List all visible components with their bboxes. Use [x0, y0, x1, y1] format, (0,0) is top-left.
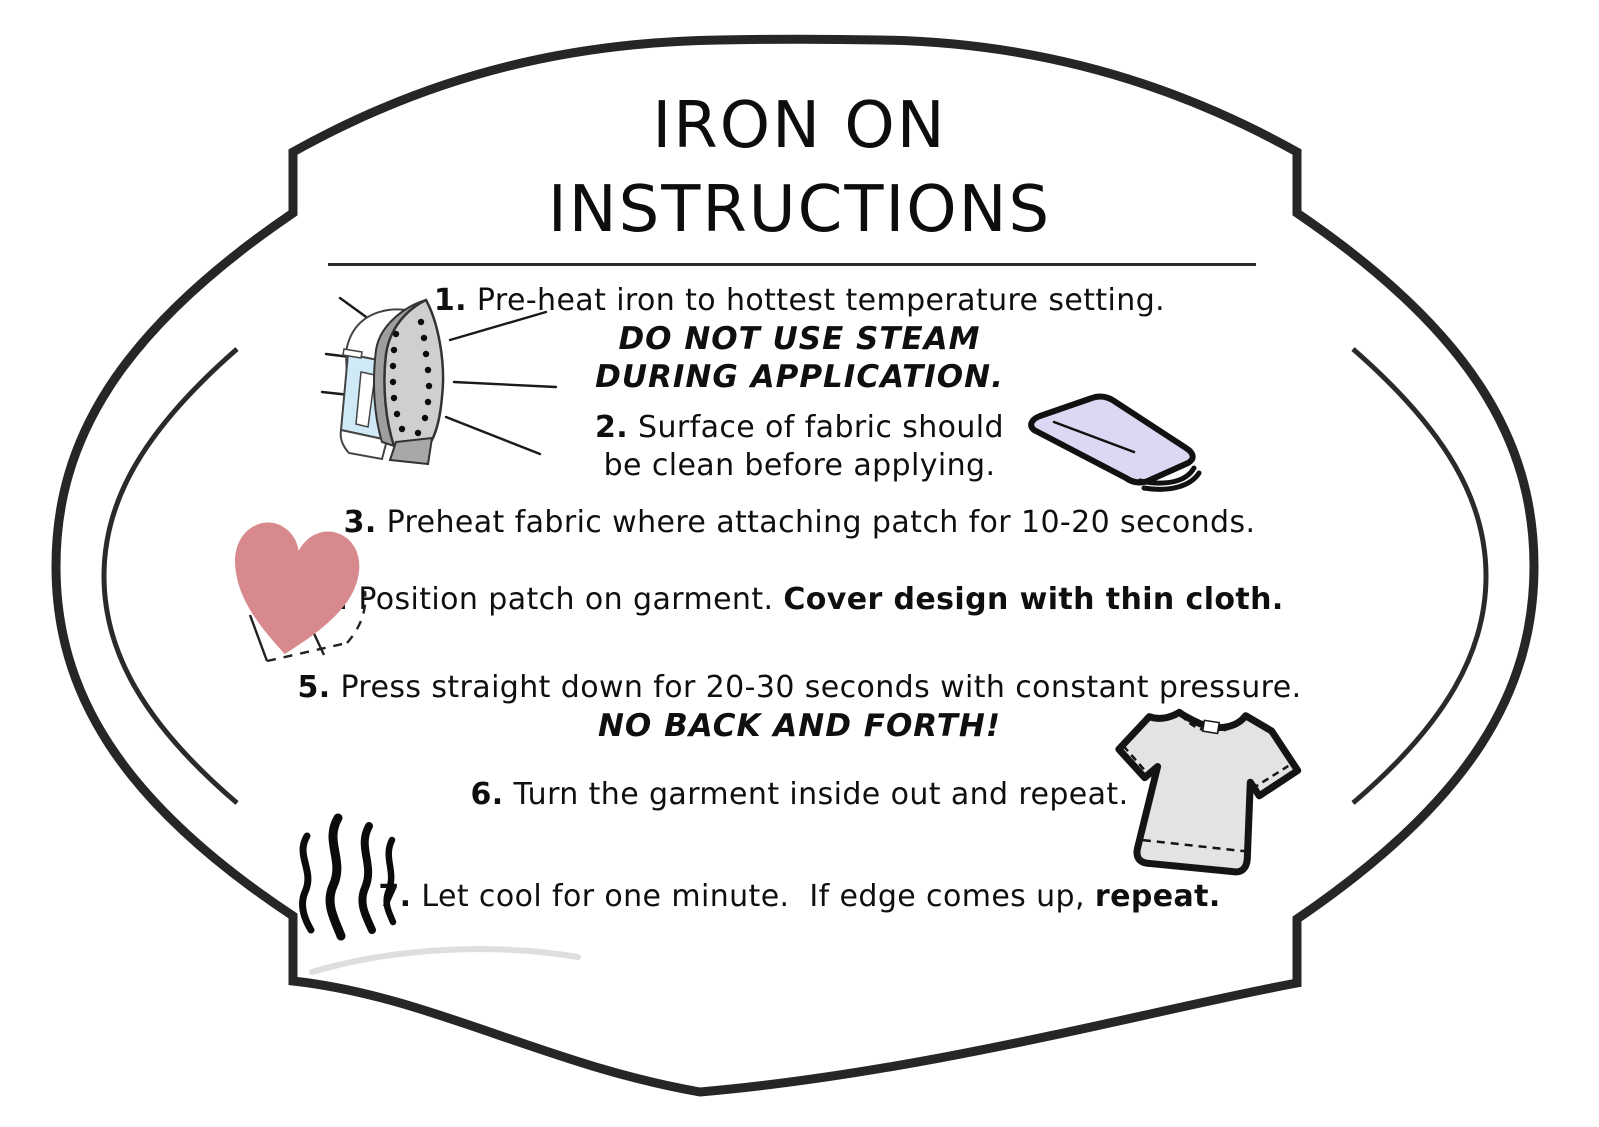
step-7-number: 7. [378, 879, 412, 914]
step-6-number: 6. [470, 777, 504, 812]
page-title-line2: INSTRUCTIONS [547, 173, 1052, 247]
step-1 [0, 282, 1599, 320]
step-7-bold-text: repeat. [1094, 879, 1221, 914]
step-7 [0, 878, 1599, 916]
step-2-text-line2: be clean before applying. [603, 448, 996, 483]
step-1-warning-line2: DURING APPLICATION. [595, 359, 1004, 395]
step-6 [0, 776, 1599, 814]
step-3-text: Preheat fabric where attaching patch for 10-20 seconds. [376, 505, 1256, 540]
step-6-text: Turn the garment inside out and repeat. [503, 777, 1129, 812]
step-1-warning-line1: DO NOT USE STEAM [618, 321, 981, 357]
step-5 [0, 669, 1599, 707]
folded-cloth-icon [1018, 392, 1208, 492]
page-title [0, 84, 1599, 252]
step-2-text-line1: Surface of fabric should [628, 410, 1004, 445]
tshirt-icon [1092, 700, 1327, 905]
step-4-bold-text: Cover design with thin cloth. [783, 582, 1284, 617]
steam-icon [293, 808, 398, 963]
step-1-number: 1. [433, 283, 467, 318]
step-3-number: 3. [343, 505, 377, 540]
step-2-number: 2. [595, 410, 629, 445]
page-title-line1: IRON ON [652, 89, 947, 163]
step-2 [0, 409, 1599, 447]
step-4-text: Position patch on garment. [348, 582, 784, 617]
step-5-warning: NO BACK AND FORTH! [597, 708, 1002, 744]
step-5-text: Press straight down for 20-30 seconds with constant pressure. [330, 670, 1302, 705]
title-divider [328, 263, 1256, 266]
step-1-text: Pre-heat iron to hottest temperature setting. [466, 283, 1166, 318]
iron-icon [318, 292, 578, 472]
heart-patch-icon [222, 505, 377, 670]
step-7-text: Let cool for one minute. If edge comes up, [411, 879, 1095, 914]
step-5-number: 5. [297, 670, 331, 705]
